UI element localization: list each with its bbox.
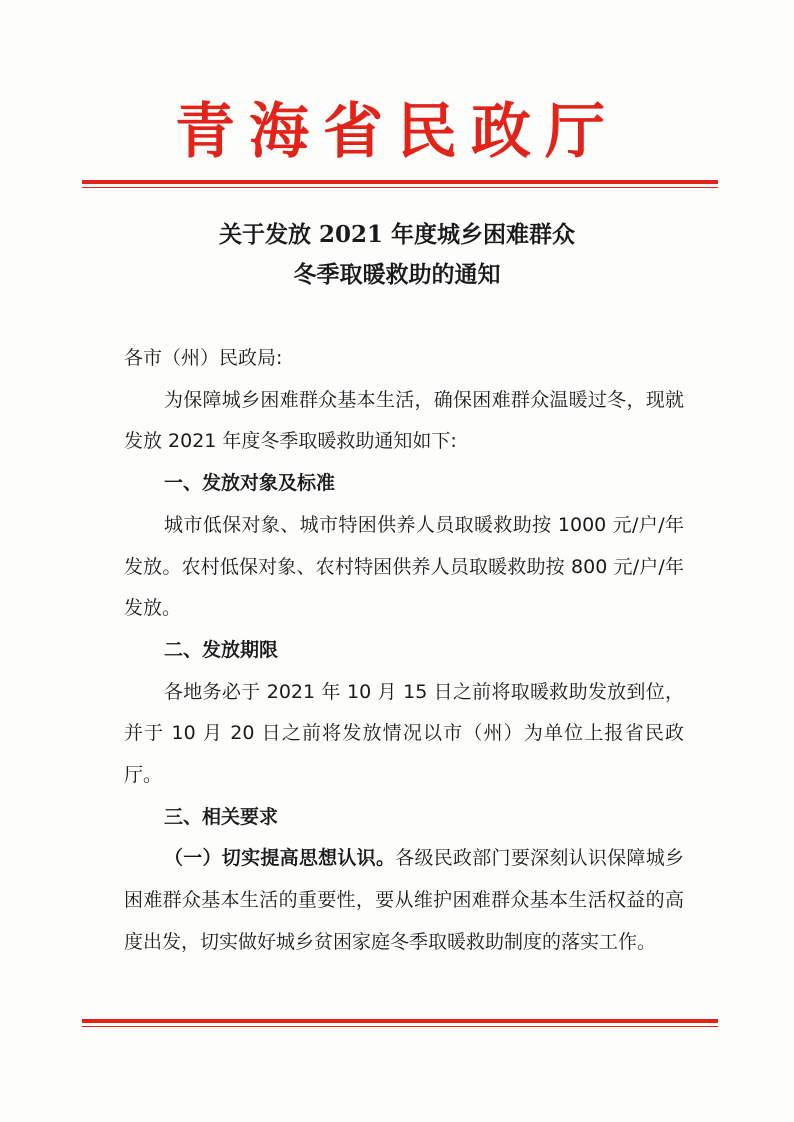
header-divider-thin <box>82 187 718 188</box>
section1-paragraph: 城市低保对象、城市特困供养人员取暖救助按 1000 元/户/年发放。农村低保对象、农村特困供养人员取暖救助按 800 元/户/年发放。 <box>124 513 684 620</box>
section2-paragraph: 各地务必于 2021 年 10 月 15 日之前将取暖救助发放到位，并于 10 月 20 日之前将发放情况以市（州）为单位上报省民政厅。 <box>124 680 684 787</box>
document-title-line2: 冬季取暖救助的通知 <box>293 261 501 288</box>
document-body <box>124 338 684 964</box>
salutation: 各市（州）民政局: <box>124 347 283 369</box>
section3-item1-lead: （一）切实提高思想认识。 <box>164 847 396 870</box>
footer-divider-thin <box>82 1026 718 1027</box>
section1-heading: 一、发放对象及标准 <box>164 472 336 495</box>
document-title-line1: 关于发放 2021 年度城乡困难群众 <box>218 221 576 248</box>
section3-item1-paragraph <box>124 838 684 963</box>
agency-header: 青海省民政厅 <box>175 97 619 167</box>
section2-heading: 二、发放期限 <box>164 638 279 661</box>
footer-divider-thick <box>82 1019 718 1023</box>
section3-item1-text: 各级民政部门要深刻认识保障城乡困难群众基本生活的重要性，要从维护困难群众基本生活权益的高度出发，切实做好城乡贫困家庭冬季取暖救助制度的落实工作。 <box>124 847 684 953</box>
section3-heading: 三、相关要求 <box>164 805 279 828</box>
header-divider-thick <box>82 180 718 184</box>
intro-paragraph: 为保障城乡困难群众基本生活，确保困难群众温暖过冬，现就发放 2021 年度冬季取暖救助通知如下: <box>124 388 684 453</box>
